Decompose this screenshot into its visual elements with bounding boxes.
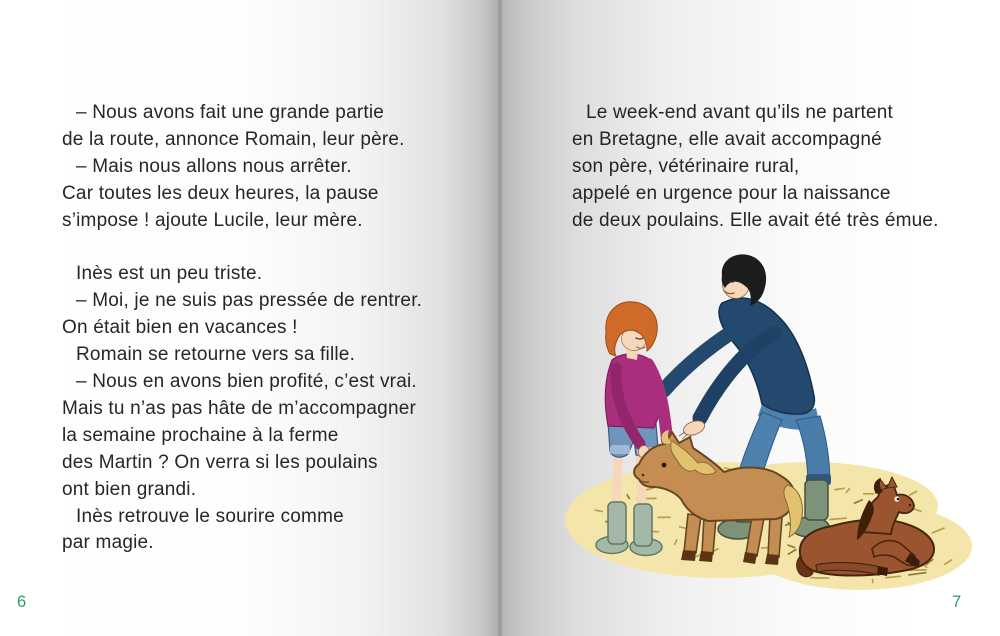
left-page-text — [62, 100, 422, 557]
text-line: des Martin ? On verra si les poulains — [62, 451, 378, 473]
text-line: en Bretagne, elle avait accompagné — [572, 128, 882, 150]
paragraph — [62, 261, 422, 557]
paragraph — [572, 100, 939, 235]
standing-foal-eye — [662, 463, 667, 468]
paragraph — [62, 100, 422, 235]
page-number-left: 6 — [17, 593, 27, 611]
text-line: son père, vétérinaire rural, — [572, 155, 800, 177]
text-line: appelé en urgence pour la naissance — [572, 182, 891, 204]
text-line: Car toutes les deux heures, la pause — [62, 182, 379, 204]
text-line: – Nous en avons bien profité, c’est vrai. — [76, 371, 417, 393]
text-line: s’impose ! ajoute Lucile, leur mère. — [62, 209, 363, 231]
text-line: la semaine prochaine à la ferme — [62, 424, 339, 446]
text-line: Inès retrouve le sourire comme — [76, 505, 344, 527]
text-line: Mais tu n’as pas hâte de m’accompagner — [62, 397, 417, 419]
lying-foal-pupil — [897, 498, 900, 501]
right-page-text — [572, 100, 939, 235]
text-line: – Nous avons fait une grande partie — [76, 102, 385, 123]
girl-shorts-cuff — [610, 445, 630, 454]
lying-foal-nostril — [909, 504, 911, 506]
text-line: On était bien en vacances ! — [62, 317, 298, 339]
text-line: – Mais nous allons nous arrêter. — [76, 155, 352, 177]
text-line: de deux poulains. Elle avait été très émue. — [572, 209, 939, 231]
book-gutter-shadow — [497, 0, 503, 636]
text-line: – Moi, je ne suis pas pressée de rentrer. — [76, 290, 423, 312]
text-line: Inès est un peu triste. — [76, 263, 263, 285]
text-line: Le week-end avant qu’ils ne partent — [586, 102, 893, 123]
text-line: Romain se retourne vers sa fille. — [76, 344, 356, 366]
page-number-right: 7 — [952, 593, 962, 611]
text-line: par magie. — [62, 532, 154, 554]
straw-dash — [872, 579, 873, 582]
text-line: de la route, annonce Romain, leur père. — [62, 128, 405, 150]
text-line: ont bien grandi. — [62, 478, 197, 500]
standing-foal-nostril — [642, 474, 645, 477]
page-right — [500, 0, 1000, 636]
illustration-foals-scene — [560, 248, 985, 593]
